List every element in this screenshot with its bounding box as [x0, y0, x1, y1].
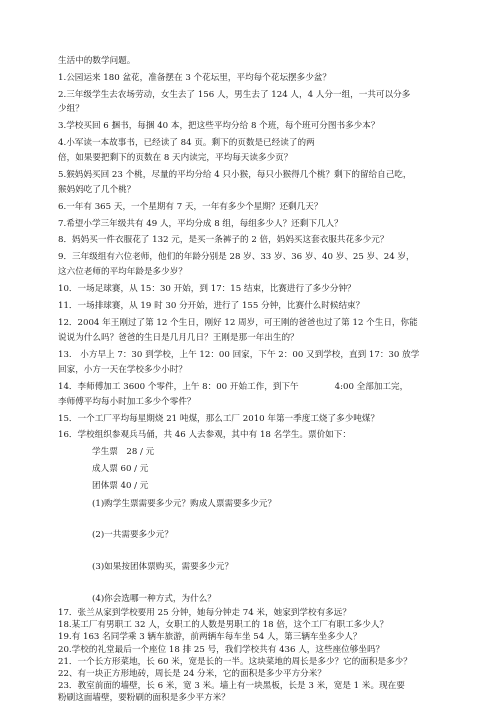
- problem-18: 18.某工厂有男职工 32 人，女职工的人数是男职工的 18 倍，这个工厂有职工多少人？: [58, 620, 389, 631]
- problem-9: 9．三年级组有六位老师，他们的年龄分别是 28 岁、33 岁、36 岁、40 岁、25 岁、24 岁，: [58, 252, 415, 262]
- problem-13: 13. 小方早上 7：30 到学校，上午 12：00 回家，下午 2：00 又到学校，直到 17：30 放学: [58, 350, 420, 360]
- q16-4: (4)你会选哪一种方式，为什么？: [92, 594, 216, 604]
- problem-12-cont: 说说为什么吗？爸爸的生日是几月几日？王刚是那一年出生的？: [58, 333, 299, 343]
- problem-20: 20.学校的礼堂最后一个座位 18 排 25 号，我们学校共有 436 人，这些座位够坐吗？: [58, 644, 385, 655]
- problem-9-cont: 这六位老师的平均年龄是多少岁？: [58, 267, 187, 277]
- problem-5-cont: 猴妈妈吃了几个桃？: [58, 185, 136, 195]
- problem-17: 17．张兰从家到学校要用 25 分钟，她每分钟走 74 米，她家到学校有多远？: [58, 608, 351, 618]
- problem-19: 19.有 163 名同学乘 3 辆车旅游，前两辆车每车坐 54 人，第三辆车坐多少人？: [58, 632, 362, 643]
- problem-14-left: 14．李师傅加工 3600 个零件，上午 8：00 开始工作，到下午: [58, 382, 299, 392]
- problem-7: 7.希望小学三年级共有 49 人，平均分成 8 组，每组多少人？还剩下几人？: [58, 219, 343, 229]
- problem-11: 11．一场排球赛，从 19 时 30 分开始，进行了 155 分钟，比赛什么时候结束？: [58, 301, 365, 311]
- q16-2: (2)一共需要多少元？: [92, 530, 173, 540]
- problem-23: 23．教室前面的墙壁，长 6 米，宽 3 米。墙上有一块黑板，长是 3 米，宽是 1 米。现在要: [58, 681, 405, 692]
- problem-13-cont: 回家，小方一天在学校多少小时？: [58, 365, 187, 375]
- problem-4-cont: 倍，如果要把剩下的页数在 8 天内读完，平均每天读多少页？: [58, 153, 293, 163]
- problem-14-right: 4:00 全部加工完，: [334, 382, 409, 392]
- q16-3: (3)如果按团体票购买，需要多少元？: [92, 562, 234, 572]
- problem-5: 5.猴妈妈买回 23 个桃，尽量的平均分给 4 只小猴，每只小猴得几个桃？剩下的留给自己吃，: [58, 170, 412, 180]
- problem-10: 10．一场足球赛，从 15：30 开始，到 17：15 结束，比赛进行了多少分钟？: [58, 284, 356, 294]
- problem-2: 2.三年级学生去农场劳动，女生去了 156 人，男生去了 124 人，4 人分一组，一共可以分多: [58, 90, 411, 100]
- problem-3: 3.学校买回 6 捆书，每捆 40 本，把这些平均分给 8 个班，每个班可分图书多少本？: [58, 121, 380, 131]
- problem-2-cont: 少组？: [58, 104, 84, 114]
- problem-14: [58, 382, 408, 393]
- problem-15: 15．一个工厂平均每星期烧 21 吨煤，那么工厂 2010 年第一季度工烧了多少吨煤？: [58, 414, 380, 424]
- problem-21: 21．一个长方形菜地，长 60 米，宽是长的一半。这块菜地的周长是多少？它的面积是多少？: [58, 656, 412, 667]
- price-adult: 成人票 60 / 元: [92, 464, 149, 474]
- problem-8: 8．妈妈买一件衣服花了 132 元，是买一条裤子的 2 倍，妈妈买这套衣服共花多少元？: [58, 235, 389, 245]
- q16-1: (1)购学生票需要多少元？购成人票需要多少元？: [92, 499, 277, 509]
- problem-1: 1.公园运来 180 盆花，准备摆在 3 个花坛里，平均每个花坛摆多少盆？: [58, 73, 332, 83]
- problem-6: 6.一年有 365 天，一个星期有 7 天，一年有多少个星期？还剩几天？: [58, 202, 323, 212]
- problem-22: 22、有一块正方形地砖，周长是 24 分米，它的面积是多少平方分米？: [58, 669, 326, 679]
- problem-12: 12．2004 年王刚过了第 12 个生日，刚好 12 周岁，可王刚的爸爸也过了第 12 个生日，你能: [58, 318, 418, 328]
- price-student: 学生票 28 / 元: [92, 447, 155, 457]
- problem-4: 4.小军读一本故事书，已经读了 84 页。剩下的页数是已经读了的两: [58, 138, 315, 148]
- problem-14-cont: 李师傅平均每小时加工多少个零件？: [58, 397, 196, 407]
- price-group: 团体票 40 / 元: [92, 481, 149, 491]
- heading: 生活中的数学问题。: [58, 56, 136, 66]
- problem-16: 16．学校组织参观兵马俑，共 46 人去参观，其中有 18 名学生。票价如下：: [58, 430, 351, 440]
- problem-23-cont: 粉刷这面墙壁，要粉刷的面积是多少平方米？: [58, 693, 230, 704]
